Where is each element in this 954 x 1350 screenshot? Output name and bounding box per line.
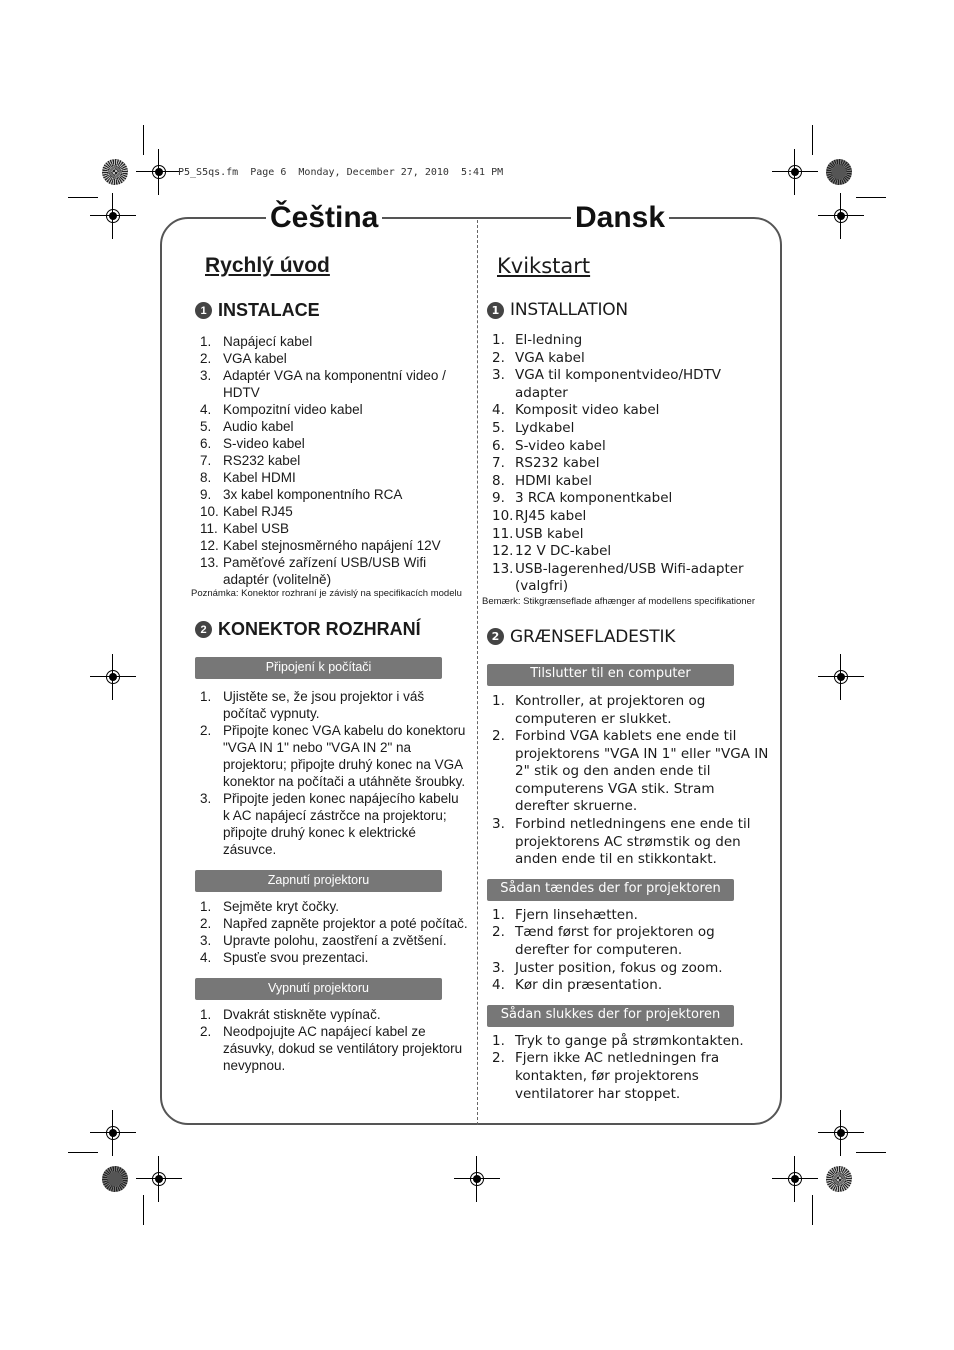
list-item-text: Forbind netledningens ene ende til projektorens AC strømstik og den anden ende til en stikkontakt.: [515, 816, 751, 868]
list-item: [190, 949, 468, 966]
list-item-text: USB-lagerenhed/USB Wifi-adapter (valgfri): [515, 560, 744, 595]
list-item-text: RJ45 kabel: [515, 507, 587, 524]
section-interface: [195, 619, 468, 640]
list-item: [190, 486, 468, 503]
list-item-number: 3.: [492, 367, 505, 384]
section-title: INSTALACE: [218, 300, 320, 320]
crosshair-mark: [100, 664, 126, 690]
list-item-number: 2.: [492, 924, 505, 941]
list-item-text: S-video kabel: [223, 436, 305, 451]
list-item-text: Paměťové zařízení USB/USB Wifi adaptér (volitelně): [223, 555, 427, 587]
list-item: [482, 543, 772, 561]
list-item-text: Neodpojujte AC napájecí kabel ze zásuvky, dokud se ventilátory projektoru nevypnou.: [223, 1024, 463, 1073]
list-item-number: 4.: [200, 950, 212, 965]
list-item: [482, 526, 772, 544]
language-title-danish: Dansk: [571, 198, 669, 238]
subsection-bar-power-off: Vypnutí projektoru: [195, 978, 442, 1000]
list-item: [482, 420, 772, 438]
list-item-number: 2.: [492, 349, 505, 366]
crosshair-mark: [782, 1166, 808, 1192]
list-item-text: VGA kabel: [223, 351, 287, 366]
crosshair-mark: [464, 1166, 490, 1192]
list-item-text: Fjern linsehætten.: [515, 906, 638, 923]
section-title: KONEKTOR ROZHRANÍ: [218, 619, 421, 639]
list-item-number: 1.: [200, 334, 212, 349]
list-item-number: 1.: [200, 1007, 212, 1022]
list-item-number: 1.: [492, 1032, 505, 1049]
list-item-number: 3.: [200, 368, 212, 383]
list-item-text: Kabel stejnosměrného napájení 12V: [223, 538, 441, 553]
list-item: [482, 907, 772, 925]
crop-mark: [68, 1152, 98, 1153]
crosshair-mark: [100, 203, 126, 229]
list-item-number: 2.: [200, 916, 212, 931]
list-item-number: 4.: [492, 402, 505, 419]
crosshair-mark: [828, 664, 854, 690]
quick-start-title: Rychlý úvod: [205, 254, 330, 277]
list-item-number: 1.: [492, 332, 505, 348]
section-interface: [487, 627, 772, 647]
crop-mark: [812, 125, 813, 155]
list-item-text: VGA til komponentvideo/HDTV adapter: [515, 367, 722, 401]
list-item: [190, 520, 468, 537]
list-item-text: Tænd først for projektoren og derefter for computeren.: [515, 924, 715, 959]
list-item-text: Forbind VGA kablets ene ende til projektorens "VGA IN 1" eller "VGA IN 2" stik og den anden ende til computerens VGA stik. Stram derefter skruerne.: [515, 728, 769, 815]
subsection-bar-power-on: Sådan tændes der for projektoren: [487, 879, 734, 901]
crop-mark: [143, 125, 144, 155]
subsection-bar-connect: Připojení k počítači: [195, 657, 442, 679]
list-item-number: 2.: [200, 1024, 212, 1039]
list-item: [482, 561, 772, 596]
section-number-badge: 2: [487, 628, 504, 645]
list-item-number: 9.: [200, 487, 212, 502]
list-item: [190, 554, 468, 588]
list-item: [190, 350, 468, 367]
list-item: [482, 350, 772, 368]
list-item-number: 5.: [200, 419, 212, 434]
list-item-number: 12.: [200, 538, 219, 553]
crosshair-mark: [828, 1120, 854, 1146]
list-item-text: Tryk to gange på strømkontakten.: [515, 1032, 744, 1049]
registration-star-bottom-left: [102, 1166, 128, 1192]
crop-mark: [856, 1152, 886, 1153]
list-item: [190, 790, 468, 858]
list-item: [190, 452, 468, 469]
list-item: [190, 333, 468, 350]
list-item-number: 8.: [200, 470, 212, 485]
registration-star-top-right: [826, 159, 852, 185]
list-item-text: RS232 kabel: [223, 453, 301, 468]
section-number-badge: 1: [195, 302, 212, 319]
list-item: [482, 367, 772, 402]
list-item-number: 2.: [200, 723, 212, 738]
list-item: [482, 977, 772, 995]
list-item-text: Dvakrát stiskněte vypínač.: [223, 1007, 381, 1022]
list-item-number: 11.: [200, 521, 218, 536]
crosshair-mark: [828, 203, 854, 229]
list-item: [482, 693, 772, 728]
list-item-text: Audio kabel: [223, 419, 294, 434]
list-item-number: 4.: [492, 977, 505, 994]
list-item: [190, 722, 468, 790]
connect-list: [482, 693, 772, 869]
crosshair-mark: [100, 1120, 126, 1146]
list-item-text: Komposit video kabel: [515, 402, 660, 419]
list-item-number: 4.: [200, 402, 212, 417]
list-item-text: Adaptér VGA na komponentní video / HDTV: [223, 368, 446, 400]
list-item: [482, 508, 772, 526]
crop-mark: [143, 1195, 144, 1225]
list-item-text: Kør din præsentation.: [515, 977, 663, 994]
list-item-text: Fjern ikke AC netledningen fra kontakten, før projektorens ventilatorer har stoppet.: [515, 1050, 720, 1102]
list-item-number: 2.: [492, 1050, 505, 1067]
section-installation: [195, 300, 468, 321]
list-item-text: Juster position, fokus og zoom.: [515, 959, 723, 976]
list-item-text: Kabel RJ45: [223, 504, 293, 519]
subsection-bar-power-on: Zapnutí projektoru: [195, 870, 442, 892]
list-item-number: 12.: [492, 543, 514, 560]
list-item-text: S-video kabel: [515, 437, 606, 454]
list-item-text: USB kabel: [515, 525, 584, 542]
list-item-text: Ujistěte se, že jsou projektor i váš počítač vypnuty.: [223, 689, 425, 721]
list-item-number: 7.: [492, 455, 505, 472]
list-item-text: 3 RCA komponentkabel: [515, 490, 673, 507]
crosshair-mark: [146, 159, 172, 185]
list-item-number: 2.: [492, 728, 505, 745]
list-item-text: Kabel USB: [223, 521, 290, 536]
list-item-text: Napájecí kabel: [223, 334, 313, 349]
list-item-number: 3.: [200, 791, 212, 806]
subsection-bar-connect: Tilslutter til en computer: [487, 664, 734, 686]
list-item-number: 6.: [200, 436, 212, 451]
registration-star-top-left: [102, 159, 128, 185]
list-item-number: 9.: [492, 490, 505, 507]
list-item-number: 10.: [492, 507, 514, 524]
list-item-number: 1.: [492, 906, 505, 923]
list-item: [190, 367, 468, 401]
list-item: [482, 728, 772, 816]
list-item: [482, 473, 772, 491]
list-item-number: 3.: [492, 816, 505, 833]
list-item: [190, 435, 468, 452]
list-item-number: 13.: [200, 555, 219, 570]
list-item-number: 1.: [492, 692, 505, 709]
list-item-number: 8.: [492, 472, 505, 489]
list-item: [482, 455, 772, 473]
list-item: [190, 401, 468, 418]
model-note: Poznámka: Konektor rozhraní je závislý na specifikacích modelu: [191, 588, 462, 599]
list-item-text: VGA kabel: [515, 349, 585, 366]
list-item-number: 11.: [492, 525, 514, 542]
list-item: [482, 438, 772, 456]
power-off-list: [482, 1033, 772, 1103]
list-item: [190, 1023, 468, 1074]
czech-column: [190, 250, 468, 1074]
list-item-text: RS232 kabel: [515, 455, 600, 472]
list-item-number: 5.: [492, 419, 505, 436]
list-item-number: 2.: [200, 351, 212, 366]
language-title-czech: Čeština: [266, 198, 382, 238]
list-item-text: Upravte polohu, zaostření a zvětšení.: [223, 933, 447, 948]
list-item-text: Kompozitní video kabel: [223, 402, 363, 417]
list-item-number: 6.: [492, 437, 505, 454]
list-item-number: 10.: [200, 504, 219, 519]
model-note: Bemærk: Stikgrænseflade afhænger af modellens specifikationer: [482, 595, 755, 607]
column-divider: [477, 220, 478, 1125]
list-item: [190, 503, 468, 520]
section-installation: [487, 300, 772, 320]
connect-list: [190, 688, 468, 858]
file-header-line: P5_S5qs.fm Page 6 Monday, December 27, 2010 5:41 PM: [178, 167, 504, 178]
list-item: [190, 418, 468, 435]
list-item: [482, 960, 772, 978]
section-number-badge: 1: [487, 302, 504, 319]
registration-star-bottom-right: [826, 1166, 852, 1192]
list-item: [482, 402, 772, 420]
subsection-bar-power-off: Sådan slukkes der for projektoren: [487, 1005, 734, 1027]
list-item-text: 12 V DC-kabel: [515, 543, 612, 560]
list-item-text: Připojte jeden konec napájecího kabelu k AC napájecí zástrčce na projektoru; připojte druhý konec k elektrické zásuvce.: [223, 791, 459, 857]
list-item: [190, 915, 468, 932]
install-list: [482, 332, 772, 596]
power-on-list: [482, 907, 772, 995]
list-item: [482, 490, 772, 508]
list-item-text: Napřed zapněte projektor a poté počítač.: [223, 916, 468, 931]
list-item-text: 3x kabel komponentního RCA: [223, 487, 403, 502]
list-item: [190, 898, 468, 915]
danish-column: [482, 250, 772, 1103]
list-item: [482, 816, 772, 869]
section-number-badge: 2: [195, 621, 212, 638]
list-item-number: 1.: [200, 899, 212, 914]
list-item-text: Sejměte kryt čočky.: [223, 899, 340, 914]
power-on-list: [190, 898, 468, 966]
list-item-text: El-ledning: [515, 332, 583, 348]
crosshair-mark: [146, 1166, 172, 1192]
crosshair-mark: [782, 159, 808, 185]
list-item-text: HDMI kabel: [515, 472, 592, 489]
list-item: [482, 332, 772, 350]
list-item-number: 3.: [492, 959, 505, 976]
list-item-text: Kontroller, at projektoren og computeren er slukket.: [515, 692, 706, 727]
list-item: [482, 924, 772, 959]
list-item: [190, 1006, 468, 1023]
section-title: INSTALLATION: [510, 300, 628, 320]
power-off-list: [190, 1006, 468, 1074]
list-item-number: 7.: [200, 453, 212, 468]
list-item-text: Připojte konec VGA kabelu do konektoru "VGA IN 1" nebo "VGA IN 2" na projektoru; připojte druhý konec na VGA konektor na počítači a utáhněte šroubky.: [223, 723, 466, 789]
list-item-text: Lydkabel: [515, 419, 575, 436]
list-item-number: 3.: [200, 933, 212, 948]
list-item-number: 13.: [492, 560, 514, 577]
list-item: [190, 537, 468, 554]
list-item: [482, 1050, 772, 1103]
section-title: GRÆNSEFLADESTIK: [510, 626, 676, 647]
list-item: [190, 469, 468, 486]
crop-mark: [68, 197, 98, 198]
crop-mark: [856, 197, 886, 198]
list-item: [190, 688, 468, 722]
list-item-text: Spusťe svou prezentaci.: [223, 950, 369, 965]
list-item-number: 1.: [200, 689, 212, 704]
install-list: [190, 333, 468, 588]
quick-start-title: Kvikstart: [497, 254, 591, 278]
list-item: [190, 932, 468, 949]
list-item: [482, 1033, 772, 1051]
crop-mark: [812, 1195, 813, 1225]
list-item-text: Kabel HDMI: [223, 470, 296, 485]
